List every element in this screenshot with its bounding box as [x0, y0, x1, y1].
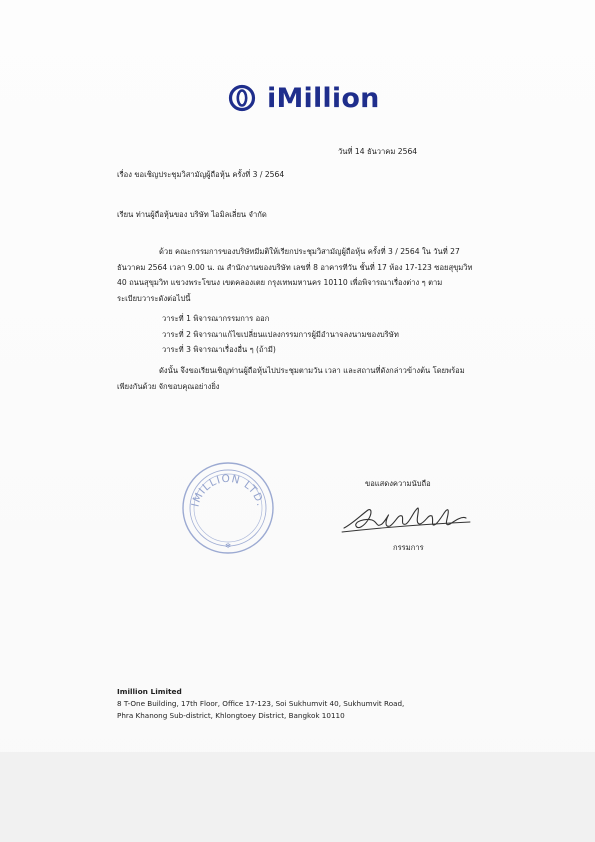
logo-ring-icon: [227, 83, 261, 113]
svg-text:✻: ✻: [225, 542, 231, 550]
agenda-list: [162, 311, 399, 358]
letter-subject: เรื่อง ขอเชิญประชุมวิสามัญผู้ถือหุ้น ครั้งที่ 3 / 2564: [117, 170, 285, 179]
letter-body-text: ด้วย คณะกรรมการของบริษัทมีมติให้เรียกประชุมวิสามัญผู้ถือหุ้น ครั้งที่ 3 / 2564 ใน วันที่ 27 ธันวาคม 2564 เวลา 9.00 น. ณ สำนักงานของบริษัท เลขที่ 8 อาคารทีวัน ชั้นที่ 17 ห้อง 17-123 ซอยสุขุมวิท 40 ถนนสุขุมวิท แขวงพระโขนง เขตคลองเตย กรุงเทพมหานคร 10110 เพื่อพิจารณาเรื่องต่าง ๆ ตามระเบียบวาระดังต่อไปนี้: [117, 247, 473, 303]
footer-address-line-2: Phra Khanong Sub-district, Khlongtoey District, Bangkok 10110: [117, 711, 345, 720]
signer-position: กรรมการ: [393, 543, 424, 552]
letter-closing-text: ดังนั้น จึงขอเรียนเชิญท่านผู้ถือหุ้นไปประชุมตามวัน เวลา และสถานที่ดังกล่าวข้างต้น โดยพร้อมเพียงกันด้วย จักขอบคุณอย่างยิ่ง: [117, 366, 465, 391]
company-logo: [227, 78, 380, 118]
footer-address-line-1: 8 T-One Building, 17th Floor, Office 17-123, Soi Sukhumvit 40, Sukhumvit Road,: [117, 699, 405, 708]
letter-body-paragraph: [117, 244, 479, 306]
agenda-item: วาระที่ 1 พิจารณากรรมการ ออก: [162, 314, 270, 323]
company-seal-stamp: [180, 460, 276, 556]
letter-date: วันที่ 14 ธันวาคม 2564: [338, 147, 418, 156]
svg-text:IMILLION LTD.: IMILLION LTD.: [189, 472, 267, 509]
letter-salutation: เรียน ท่านผู้ถือหุ้นของ บริษัท ไอมิลเลี่ยน จำกัด: [117, 210, 267, 219]
page-bottom-shade: [0, 752, 595, 842]
agenda-item: วาระที่ 3 พิจารณาเรื่องอื่น ๆ (ถ้ามี): [162, 345, 276, 354]
logo-wordmark: iMillion: [267, 82, 380, 114]
footer-company-name: Imillion Limited: [117, 687, 182, 696]
letter-regards: ขอแสดงความนับถือ: [365, 479, 431, 488]
agenda-item: วาระที่ 2 พิจารณาแก้ไขเปลี่ยนแปลงกรรมการผู้มีอำนาจลงนามของบริษัท: [162, 329, 399, 339]
handwritten-signature: [338, 498, 478, 540]
letter-closing-paragraph: [117, 363, 479, 394]
